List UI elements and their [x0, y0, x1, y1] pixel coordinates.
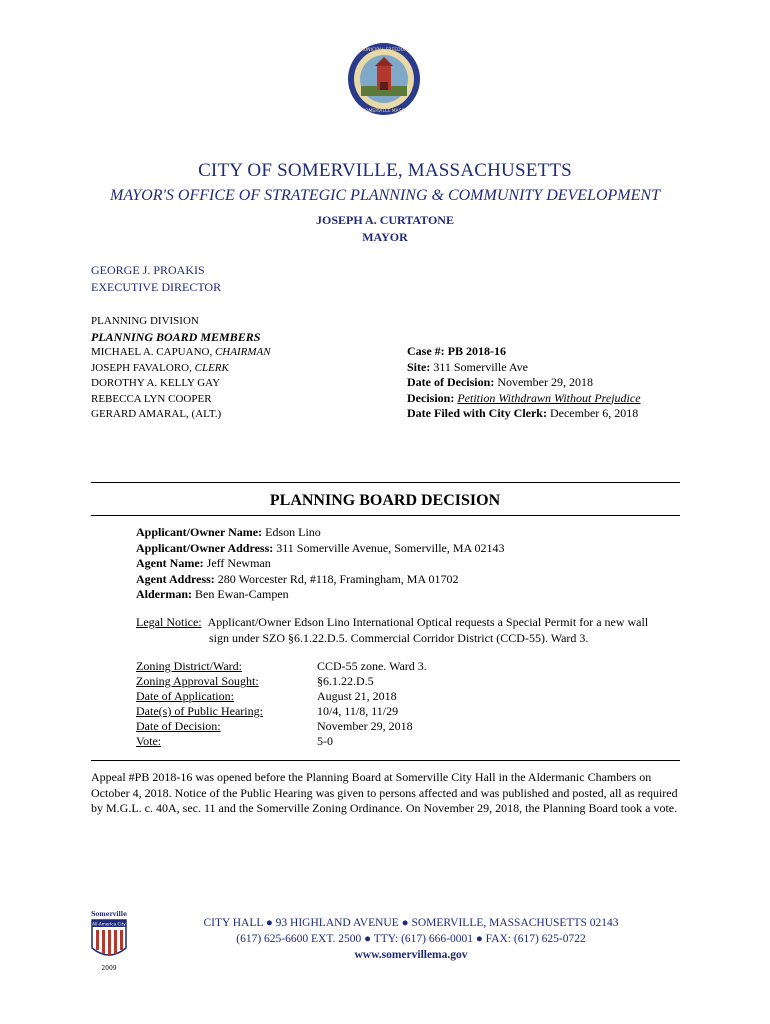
owner-address-value: 311 Somerville Avenue, Somerville, MA 02143 [276, 540, 505, 555]
logo-top-text: Somerville [91, 911, 127, 918]
decision-label: Decision: [407, 390, 455, 405]
legal-notice [136, 615, 681, 646]
owner-address-row [136, 541, 505, 557]
zoning-key: Date(s) of Public Hearing: [136, 704, 263, 718]
zoning-key: Date of Decision: [136, 719, 221, 733]
decision-date-value: November 29, 2018 [497, 375, 593, 389]
footer-address: CITY HALL ● 93 HIGHLAND AVENUE ● SOMERVILLE, MASSACHUSETTS 02143 [203, 917, 619, 929]
member-name: JOSEPH FAVALORO, [91, 361, 195, 374]
member-item [91, 376, 271, 392]
case-number-value: PB 2018-16 [447, 344, 507, 358]
case-info-block [407, 344, 641, 422]
alderman-label: Alderman: [136, 587, 192, 601]
alderman-row [136, 587, 505, 603]
zoning-value: 5-0 [317, 734, 333, 748]
member-name: MICHAEL A. CAPUANO, [91, 346, 215, 358]
site-row [407, 360, 641, 376]
zoning-value: November 29, 2018 [317, 719, 413, 733]
zoning-value: August 21, 2018 [317, 689, 397, 703]
director-title: EXECUTIVE DIRECTOR [91, 280, 222, 294]
logo-mid-text: All-America City [92, 921, 126, 927]
footer-block [176, 915, 646, 963]
divider [91, 482, 680, 483]
mayor-name: JOSEPH A. CURTATONE [316, 213, 454, 227]
legal-text-2: sign under SZO §6.1.22.D.5. Commercial Corridor District (CCD-55). Ward 3. [209, 630, 589, 645]
site-label: Site: [407, 359, 431, 374]
agent-address-label: Agent Address: [136, 571, 215, 586]
member-name: REBECCA LYN COOPER [91, 392, 212, 405]
zoning-row [136, 704, 427, 719]
legal-text-1: Applicant/Owner Edson Lino International Optical requests a Special Permit for a new wall [207, 615, 649, 629]
member-item [91, 361, 271, 377]
case-number-label: Case #: [407, 344, 445, 358]
alderman-value: Ben Ewan-Campen [195, 587, 289, 601]
zoning-key: Date of Application: [136, 689, 234, 703]
member-item [91, 345, 271, 361]
logo-year-text: 2009 [101, 965, 117, 972]
zoning-row [136, 734, 427, 749]
svg-text:MUNICIPAL FREEDOM: MUNICIPAL FREEDOM [359, 48, 409, 53]
decision-value: Petition Withdrawn Without Prejudice [457, 390, 641, 405]
member-name: DOROTHY A. KELLY GAY [91, 377, 221, 389]
zoning-key: Zoning District/Ward: [136, 659, 243, 673]
zoning-value: CCD-55 zone. Ward 3. [317, 659, 427, 673]
zoning-value: 10/4, 11/8, 11/29 [317, 704, 399, 718]
director-name: GEORGE J. PROAKIS [91, 263, 205, 277]
footer-phone: (617) 625-6600 EXT. 2500 ● TTY: (617) 666-0001 ● FAX: (617) 625-0722 [236, 933, 586, 945]
decision-row [407, 391, 641, 407]
zoning-row [136, 719, 427, 734]
agent-address-value: 280 Worcester Rd, #118, Framingham, MA 01702 [217, 571, 459, 586]
mayor-title: MAYOR [362, 230, 408, 244]
zoning-key: Zoning Approval Sought: [136, 674, 259, 688]
zoning-key: Vote: [136, 734, 162, 748]
city-seal-logo [347, 42, 421, 116]
agent-address-row [136, 572, 505, 588]
applicant-block [136, 525, 505, 603]
legal-notice-label: Legal Notice: [136, 615, 202, 629]
divider [91, 515, 680, 516]
zoning-value: §6.1.22.D.5 [317, 674, 374, 688]
document-title: PLANNING BOARD DECISION [269, 492, 501, 509]
member-role: CHAIRMAN [214, 346, 271, 358]
decision-date-row [407, 375, 641, 391]
mayor-block [0, 212, 770, 246]
all-america-city-logo [88, 910, 130, 972]
agent-name-value: Jeff Newman [206, 556, 271, 570]
filed-date-value: December 6, 2018 [549, 406, 639, 420]
member-item [91, 392, 271, 408]
board-members-block [91, 314, 271, 423]
footer-website-link[interactable]: www.somervillema.gov [354, 949, 468, 961]
legal-line-1 [136, 615, 681, 631]
office-heading: MAYOR'S OFFICE OF STRATEGIC PLANNING & COMMUNITY DEVELOPMENT [110, 187, 660, 204]
division-label: PLANNING DIVISION [91, 315, 199, 327]
director-block [91, 262, 221, 296]
city-heading: CITY OF SOMERVILLE, MASSACHUSETTS [198, 160, 572, 181]
divider [91, 760, 680, 761]
filed-date-row [407, 406, 641, 422]
owner-address-label: Applicant/Owner Address: [136, 540, 274, 555]
agent-name-row [136, 556, 505, 572]
zoning-row [136, 659, 427, 674]
site-value: 311 Somerville Ave [433, 359, 528, 374]
case-number-row [407, 344, 641, 360]
zoning-row [136, 689, 427, 704]
owner-name-label: Applicant/Owner Name: [136, 525, 263, 539]
filed-date-label: Date Filed with City Clerk: [407, 406, 547, 420]
decision-date-label: Date of Decision: [407, 375, 495, 389]
owner-name-row [136, 525, 505, 541]
owner-name-value: Edson Lino [265, 525, 321, 539]
svg-text:SOMERVILLE MASS.: SOMERVILLE MASS. [362, 109, 406, 114]
appeal-paragraph: Appeal #PB 2018-16 was opened before the Planning Board at Somerville City Hall in the Aldermanic Chambers on October 4, 2018. Notice of the Public Hearing was given to persons affected and was published and posted, all as required by M.G.L. c. 40A, sec. 11 and the Somerville Zoning Ordinance. On November 29, 2018, the Planning Board took a vote. [91, 770, 678, 815]
member-role: CLERK [194, 361, 229, 374]
members-heading: PLANNING BOARD MEMBERS [91, 329, 261, 344]
zoning-row [136, 674, 427, 689]
member-item [91, 407, 271, 423]
agent-name-label: Agent Name: [136, 556, 204, 570]
member-name: GERARD AMARAL, (ALT.) [91, 408, 222, 420]
zoning-table [136, 659, 427, 749]
